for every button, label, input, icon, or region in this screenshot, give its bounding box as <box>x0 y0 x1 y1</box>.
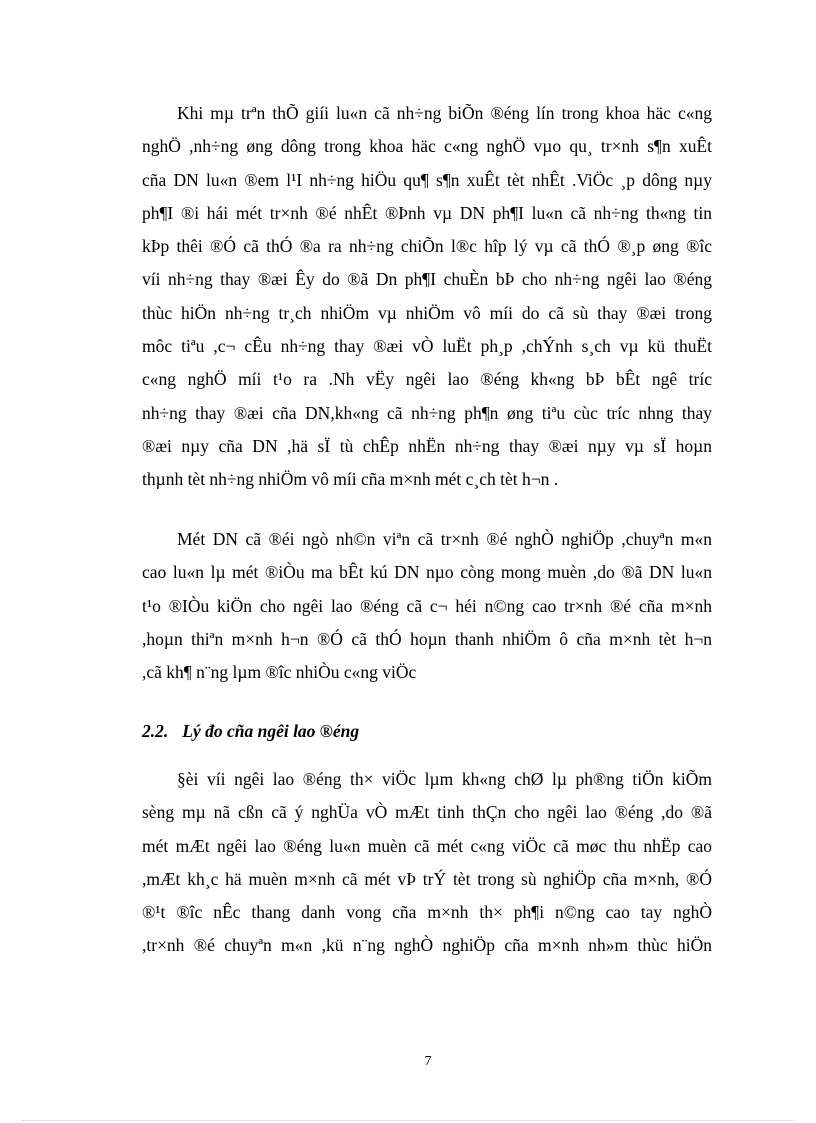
text-line: c«ng nghÖ míi t¹o ra .Nh vËy ngêi lao ®éng kh«ng bÞ bÊt ngê tríc <box>142 369 712 390</box>
text-line: t¹o ®IÒu kiÖn cho ngêi lao ®éng cã c¬ héi n©ng cao tr×nh ®é cña m×nh <box>142 595 712 616</box>
text-line: §èi víi ngêi lao ®éng th× viÖc lµm kh«ng chØ lµ ph®ng tiÖn kiÕm <box>177 769 712 789</box>
page-bottom-divider <box>22 1120 794 1121</box>
text-line: sèng mµ nã cßn cã ý nghÜa vÒ mÆt tinh thÇn cho ngêi lao ®éng ,do ®ã <box>142 802 712 823</box>
text-line: kÞp thêi ®Ó cã thÓ ®a ra nh÷ng chiÕn l®c hîp lý vµ cã thÓ ®¸p øng ®îc <box>142 236 712 257</box>
text-line: ,hoµn thiªn m×nh h¬n ®Ó cã thÓ hoµn thanh nhiÖm ô cña m×nh tèt h¬n <box>142 628 712 649</box>
text-line: nh÷ng thay ®æi cña DN,kh«ng cã nh÷ng ph¶n øng tiªu cùc tríc nhng thay <box>142 402 712 423</box>
text-line: Khi mµ trªn thÕ giíi lu«n cã nh÷ng biÕn ®éng lín trong khoa häc c«ng <box>177 103 712 123</box>
text-line: môc tiªu ,c¬ cÊu nh÷ng thay ®æi vÒ luËt ph¸p ,chÝnh s¸ch vµ kü thuËt <box>142 336 712 357</box>
text-line: thùc hiÖn nh÷ng tr¸ch nhiÖm vµ nhiÖm vô míi do cã sù thay ®æi trong <box>142 302 712 323</box>
paragraph-2 <box>142 523 712 689</box>
text-line: mét mÆt ngêi lao ®éng lu«n muèn cã mét c«ng viÖc cã møc thu nhËp cao <box>142 835 712 856</box>
text-line: cao lu«n lµ mét ®iÒu ma bÊt kú DN nµo còng mong muèn ,do ®ã DN lu«n <box>142 562 712 583</box>
text-line: víi nh÷ng thay ®æi Êy do ®ã Dn ph¶I chuÈn bÞ cho nh÷ng ngêi lao ®éng <box>142 269 712 290</box>
text-line: cña DN lu«n ®em l¹I nh÷ng hiÖu qu¶ s¶n xuÊt tèt nhÊt .ViÖc ¸p dông nµy <box>142 169 712 190</box>
text-line: ,tr×nh ®é chuyªn m«n ,kü n¨ng nghÒ nghiÖp cña m×nh nh»m thùc hiÖn <box>142 935 712 956</box>
section-title: Lý đo cña ngêi lao ®éng <box>182 721 360 741</box>
section-heading <box>142 714 712 748</box>
paragraph-3 <box>142 763 712 963</box>
text-line: ,cã kh¶ n¨ng lµm ®îc nhiÒu c«ng viÖc <box>142 662 417 683</box>
page-number: 7 <box>424 1054 432 1069</box>
text-line: nghÖ ,nh÷ng øng dông trong khoa häc c«ng nghÖ vµo qu¸ tr×nh s¶n xuÊt <box>142 136 712 157</box>
text-line: Mét DN cã ®éi ngò nh©n viªn cã tr×nh ®é nghÒ nghiÖp ,chuyªn m«n <box>177 529 712 549</box>
text-line: ®æi nµy cña DN ,hä sÏ tù chÊp nhËn nh÷ng thay ®æi nµy vµ sÏ hoµn <box>142 435 712 456</box>
text-line: ,mÆt kh¸c hä muèn m×nh cã mét vÞ trÝ tèt trong sù nghiÖp cña m×nh, ®Ó <box>142 868 712 889</box>
paragraph-1 <box>142 97 712 497</box>
section-number: 2.2. <box>142 721 169 741</box>
text-line: thµnh tèt nh÷ng nhiÖm vô míi cña m×nh mét c¸ch tèt h¬n . <box>142 469 559 490</box>
text-line: ph¶I ®i hái mét tr×nh ®é nhÊt ®Þnh vµ DN ph¶I lu«n cã nh÷ng th«ng tin <box>142 202 712 223</box>
text-line: ®¹t ®îc nÊc thang danh vong cña m×nh th× ph¶i n©ng cao tay nghÒ <box>142 902 712 923</box>
